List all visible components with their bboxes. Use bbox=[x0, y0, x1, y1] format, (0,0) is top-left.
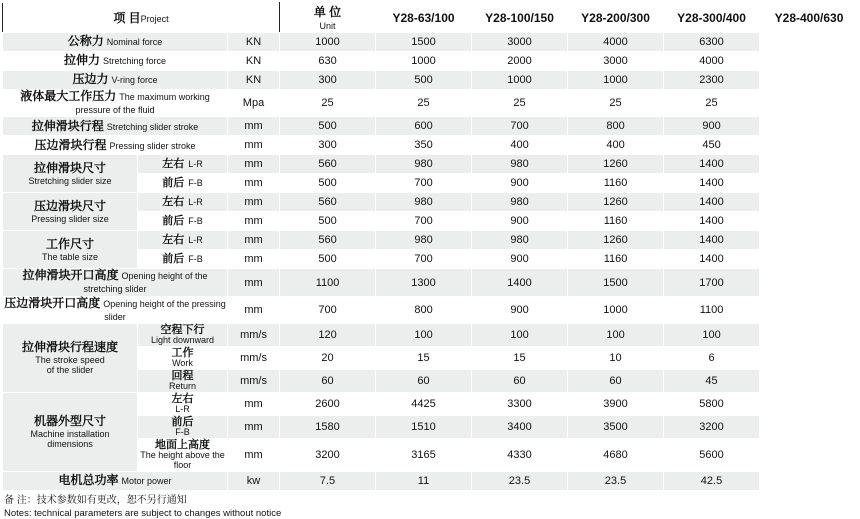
row-value-5: 1400 bbox=[664, 212, 760, 231]
row-value-1: 120 bbox=[280, 324, 376, 347]
row-group-label: 机器外型尺寸 Machine installation dimensions bbox=[3, 393, 138, 472]
row-value-2: 1510 bbox=[376, 416, 472, 439]
row-value-2: 1500 bbox=[376, 33, 472, 52]
row-value-2: 350 bbox=[376, 136, 472, 155]
row-sub-label: 工作 Work bbox=[138, 347, 228, 370]
row-value-3: 3000 bbox=[472, 33, 568, 52]
row-sub-label: 空程下行 Light downward bbox=[138, 324, 228, 347]
row-value-4: 1160 bbox=[568, 250, 664, 269]
row-unit: mm bbox=[228, 296, 280, 323]
row-unit: mm/s bbox=[228, 370, 280, 393]
row-value-4: 1160 bbox=[568, 212, 664, 231]
row-unit: KN bbox=[228, 33, 280, 52]
row-value-3: 1000 bbox=[472, 71, 568, 90]
row-value-1: 500 bbox=[280, 250, 376, 269]
row-value-1: 300 bbox=[280, 71, 376, 90]
row-value-5: 25 bbox=[664, 90, 760, 117]
row-value-2: 3165 bbox=[376, 439, 472, 472]
table-row bbox=[3, 90, 859, 117]
row-value-1: 700 bbox=[280, 296, 376, 323]
row-label: 压边滑块行程 Pressing slider stroke bbox=[3, 136, 228, 155]
row-value-2: 980 bbox=[376, 231, 472, 250]
row-value-3: 100 bbox=[472, 324, 568, 347]
row-value-3: 3300 bbox=[472, 393, 568, 416]
row-unit: KN bbox=[228, 52, 280, 71]
row-value-3: 980 bbox=[472, 155, 568, 174]
row-unit: mm bbox=[228, 212, 280, 231]
row-value-5: 1700 bbox=[664, 269, 760, 296]
row-unit: mm bbox=[228, 439, 280, 472]
row-value-5: 1400 bbox=[664, 193, 760, 212]
row-group-label: 拉伸滑块行程速度 The stroke speed of the slider bbox=[3, 324, 138, 393]
header-model-2: Y28-100/150 bbox=[472, 3, 568, 33]
row-value-1: 20 bbox=[280, 347, 376, 370]
table-row bbox=[3, 231, 859, 250]
row-unit: kw bbox=[228, 472, 280, 491]
row-unit: mm bbox=[228, 117, 280, 136]
row-value-2: 15 bbox=[376, 347, 472, 370]
row-value-4: 100 bbox=[568, 324, 664, 347]
row-label: 拉伸滑块行程 Stretching slider stroke bbox=[3, 117, 228, 136]
row-value-2: 700 bbox=[376, 212, 472, 231]
row-value-5: 1400 bbox=[664, 231, 760, 250]
row-value-5: 900 bbox=[664, 117, 760, 136]
row-value-4: 1260 bbox=[568, 231, 664, 250]
row-value-2: 980 bbox=[376, 155, 472, 174]
row-value-5: 6300 bbox=[664, 33, 760, 52]
row-value-1: 560 bbox=[280, 193, 376, 212]
row-value-1: 300 bbox=[280, 136, 376, 155]
row-sub-label: 前后 F-B bbox=[138, 212, 228, 231]
row-value-1: 25 bbox=[280, 90, 376, 117]
row-unit: KN bbox=[228, 71, 280, 90]
table-row bbox=[3, 393, 859, 416]
row-value-5: 2300 bbox=[664, 71, 760, 90]
row-value-3: 3400 bbox=[472, 416, 568, 439]
row-value-4: 3000 bbox=[568, 52, 664, 71]
row-unit: mm bbox=[228, 416, 280, 439]
row-value-4: 1160 bbox=[568, 174, 664, 193]
row-value-3: 60 bbox=[472, 370, 568, 393]
row-sub-label: 前后 F-B bbox=[138, 250, 228, 269]
row-value-1: 60 bbox=[280, 370, 376, 393]
table-row bbox=[3, 296, 859, 323]
row-value-1: 3200 bbox=[280, 439, 376, 472]
row-value-4: 23.5 bbox=[568, 472, 664, 491]
table-row bbox=[3, 33, 859, 52]
table-row bbox=[3, 472, 859, 491]
table-row bbox=[3, 269, 859, 296]
row-value-5: 5600 bbox=[664, 439, 760, 472]
row-group-label: 拉伸滑块尺寸 Stretching slider size bbox=[3, 155, 138, 193]
row-value-5: 5800 bbox=[664, 393, 760, 416]
row-group-label: 工作尺寸 The table size bbox=[3, 231, 138, 269]
row-value-3: 15 bbox=[472, 347, 568, 370]
row-sub-label: 左右 L-R bbox=[138, 231, 228, 250]
row-value-3: 980 bbox=[472, 231, 568, 250]
row-value-1: 7.5 bbox=[280, 472, 376, 491]
table-row bbox=[3, 136, 859, 155]
spec-sheet bbox=[0, 2, 860, 519]
row-value-3: 900 bbox=[472, 212, 568, 231]
row-unit: mm bbox=[228, 174, 280, 193]
row-value-2: 25 bbox=[376, 90, 472, 117]
row-value-2: 4425 bbox=[376, 393, 472, 416]
table-body bbox=[3, 3, 859, 491]
row-value-4: 60 bbox=[568, 370, 664, 393]
row-unit: mm bbox=[228, 193, 280, 212]
header-unit: 单 位 Unit bbox=[280, 3, 376, 33]
row-value-2: 60 bbox=[376, 370, 472, 393]
row-sub-label: 回程 Return bbox=[138, 370, 228, 393]
row-value-4: 800 bbox=[568, 117, 664, 136]
row-value-3: 2000 bbox=[472, 52, 568, 71]
row-unit: mm bbox=[228, 250, 280, 269]
table-row bbox=[3, 193, 859, 212]
table-row bbox=[3, 117, 859, 136]
row-value-2: 500 bbox=[376, 71, 472, 90]
row-value-4: 3500 bbox=[568, 416, 664, 439]
row-value-5: 6 bbox=[664, 347, 760, 370]
row-value-5: 1400 bbox=[664, 250, 760, 269]
row-value-3: 700 bbox=[472, 117, 568, 136]
row-value-3: 900 bbox=[472, 250, 568, 269]
row-group-label: 压边滑块尺寸 Pressing slider size bbox=[3, 193, 138, 231]
row-value-4: 3900 bbox=[568, 393, 664, 416]
row-sub-label: 前后 F-B bbox=[138, 416, 228, 439]
table-row bbox=[3, 155, 859, 174]
row-value-4: 1000 bbox=[568, 71, 664, 90]
header-model-1: Y28-63/100 bbox=[376, 3, 472, 33]
row-unit: mm/s bbox=[228, 324, 280, 347]
row-value-1: 500 bbox=[280, 174, 376, 193]
notes-line-en: Notes: technical parameters are subject to changes without notice bbox=[4, 507, 282, 519]
row-value-4: 1000 bbox=[568, 296, 664, 323]
row-value-2: 11 bbox=[376, 472, 472, 491]
row-label: 压边滑块开口高度 Opening height of the pressing slider bbox=[3, 296, 228, 323]
row-value-1: 630 bbox=[280, 52, 376, 71]
row-value-2: 800 bbox=[376, 296, 472, 323]
row-unit: mm bbox=[228, 155, 280, 174]
row-unit: mm bbox=[228, 393, 280, 416]
row-value-5: 4000 bbox=[664, 52, 760, 71]
row-value-2: 1000 bbox=[376, 52, 472, 71]
row-value-5: 1400 bbox=[664, 155, 760, 174]
row-unit: Mpa bbox=[228, 90, 280, 117]
row-value-4: 1260 bbox=[568, 155, 664, 174]
row-value-4: 1260 bbox=[568, 193, 664, 212]
row-value-3: 900 bbox=[472, 296, 568, 323]
row-value-5: 1400 bbox=[664, 174, 760, 193]
row-label: 拉伸滑块开口高度 Opening height of the stretching slider bbox=[3, 269, 228, 296]
row-value-5: 45 bbox=[664, 370, 760, 393]
row-value-3: 980 bbox=[472, 193, 568, 212]
table-row bbox=[3, 324, 859, 347]
row-value-3: 23.5 bbox=[472, 472, 568, 491]
row-value-3: 900 bbox=[472, 174, 568, 193]
row-value-1: 560 bbox=[280, 155, 376, 174]
row-value-5: 100 bbox=[664, 324, 760, 347]
header-model-5: Y28-400/630 bbox=[760, 3, 858, 33]
header-model-3: Y28-200/300 bbox=[568, 3, 664, 33]
row-sub-label: 地面上高度 The height above the floor bbox=[138, 439, 228, 472]
table-header-row bbox=[3, 3, 859, 33]
row-value-2: 100 bbox=[376, 324, 472, 347]
row-value-4: 400 bbox=[568, 136, 664, 155]
row-value-1: 1000 bbox=[280, 33, 376, 52]
row-label: 液体最大工作压力 The maximum working pressure of the fluid bbox=[3, 90, 228, 117]
row-value-4: 25 bbox=[568, 90, 664, 117]
row-sub-label: 左右 L-R bbox=[138, 393, 228, 416]
row-value-5: 450 bbox=[664, 136, 760, 155]
row-label: 电机总功率 Motor power bbox=[3, 472, 228, 491]
row-sub-label: 左右 L-R bbox=[138, 155, 228, 174]
row-value-4: 10 bbox=[568, 347, 664, 370]
row-value-4: 4680 bbox=[568, 439, 664, 472]
row-value-2: 700 bbox=[376, 174, 472, 193]
row-value-3: 4330 bbox=[472, 439, 568, 472]
row-sub-label: 左右 L-R bbox=[138, 193, 228, 212]
row-unit: mm bbox=[228, 231, 280, 250]
row-value-1: 2600 bbox=[280, 393, 376, 416]
row-value-3: 1400 bbox=[472, 269, 568, 296]
specification-table bbox=[2, 2, 858, 491]
header-model-4: Y28-300/400 bbox=[664, 3, 760, 33]
row-unit: mm bbox=[228, 136, 280, 155]
row-label: 压边力 V-ring force bbox=[3, 71, 228, 90]
row-label: 公称力 Nominal force bbox=[3, 33, 228, 52]
row-label: 拉伸力 Stretching force bbox=[3, 52, 228, 71]
row-value-4: 1500 bbox=[568, 269, 664, 296]
row-value-2: 700 bbox=[376, 250, 472, 269]
row-unit: mm/s bbox=[228, 347, 280, 370]
row-sub-label: 前后 F-B bbox=[138, 174, 228, 193]
row-value-5: 3200 bbox=[664, 416, 760, 439]
row-value-1: 500 bbox=[280, 117, 376, 136]
row-value-1: 560 bbox=[280, 231, 376, 250]
row-value-2: 980 bbox=[376, 193, 472, 212]
row-unit: mm bbox=[228, 269, 280, 296]
notes-block bbox=[4, 495, 860, 519]
table-row bbox=[3, 52, 859, 71]
row-value-5: 42.5 bbox=[664, 472, 760, 491]
row-value-2: 1300 bbox=[376, 269, 472, 296]
row-value-3: 25 bbox=[472, 90, 568, 117]
row-value-1: 1100 bbox=[280, 269, 376, 296]
row-value-3: 400 bbox=[472, 136, 568, 155]
table-row bbox=[3, 71, 859, 90]
row-value-4: 4000 bbox=[568, 33, 664, 52]
row-value-2: 600 bbox=[376, 117, 472, 136]
row-value-5: 1100 bbox=[664, 296, 760, 323]
row-value-1: 500 bbox=[280, 212, 376, 231]
header-project: 项 目Project bbox=[3, 3, 280, 33]
notes-line-cn: 备 注：技术参数如有更改，恕不另行通知 bbox=[4, 495, 187, 507]
row-value-1: 1580 bbox=[280, 416, 376, 439]
